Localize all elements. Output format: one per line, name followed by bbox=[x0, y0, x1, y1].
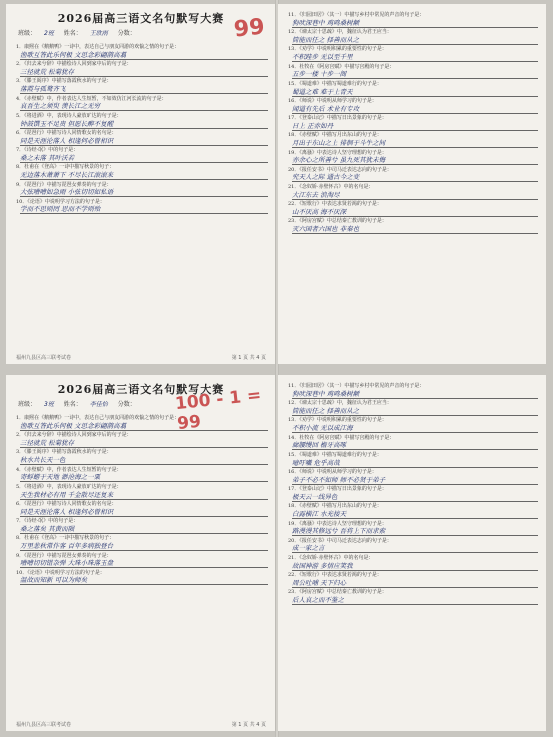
handwritten-answer: 桑之未落 其叶沃若 bbox=[20, 154, 268, 163]
page2-class-label: 班级： bbox=[18, 401, 37, 408]
page1-right-sheet bbox=[278, 4, 546, 364]
handwritten-answer: 日上 正赤如丹 bbox=[292, 122, 538, 131]
question-text: 15．《蜀道难》中描写蜀道难行的句子是： bbox=[288, 80, 382, 87]
handwritten-answer: 嘈嘈切切错杂弹 大珠小珠落玉盘 bbox=[20, 559, 268, 568]
question-text: 22．《短歌行》中表达求贤若渴的句子是： bbox=[288, 201, 382, 208]
question-text: 10．《论语》中说明学习方法的句子是： bbox=[16, 569, 105, 576]
page1-name-label: 姓名： bbox=[63, 30, 82, 37]
page2-left-sheet bbox=[6, 375, 276, 731]
question-text: 18．《赤壁赋》中描写月出东山的句子是： bbox=[288, 503, 382, 510]
handwritten-answer: 蜀道之难 难于上青天 bbox=[292, 88, 538, 97]
page1-left-sheet bbox=[6, 4, 276, 364]
question-text: 8．杜甫在《登高》一诗中描写秋景的句子： bbox=[16, 164, 115, 171]
handwritten-answer: 桑之落矣 其黄而陨 bbox=[20, 525, 268, 534]
handwritten-answer: 廊腰缦回 檐牙高啄 bbox=[292, 441, 538, 450]
question-text: 16．《师说》中说明从师学习的句子是： bbox=[288, 97, 377, 104]
handwritten-answer: 三径就荒 松菊犹存 bbox=[20, 68, 268, 77]
question-text: 5．《将进酒》中，表现诗人豪放旷达的句子是： bbox=[16, 112, 122, 119]
question-text: 13．《劝学》中说明积累的重要性的句子是： bbox=[288, 417, 387, 424]
question-text: 4．《赤壁赋》中，作者表达人生短暂的句子是： bbox=[16, 466, 122, 473]
question-text: 14．杜牧在《阿房宫赋》中描写宫殿的句子是： bbox=[288, 434, 395, 441]
handwritten-answer: 大江东去 浪淘尽 bbox=[292, 191, 538, 200]
handwritten-answer: 简能而任之 择善而从之 bbox=[292, 36, 538, 45]
handwritten-answer: 五步一楼 十步一阁 bbox=[292, 70, 538, 79]
handwritten-answer: 哀吾生之须臾 羡长江之无穷 bbox=[20, 102, 268, 111]
question-text: 19．《离骚》中表达诗人坚守理想的句子是： bbox=[288, 149, 387, 156]
page1-right-questions bbox=[288, 12, 538, 235]
question-text: 8．杜甫在《登高》一诗中描写秋景的句子： bbox=[16, 535, 115, 542]
handwritten-answer: 大弦嘈嘈如急雨 小弦切切如私语 bbox=[20, 188, 268, 197]
handwritten-answer: 亦余心之所善兮 虽九死其犹未悔 bbox=[292, 156, 538, 165]
handwritten-answer: 同是天涯沦落人 相逢何必曾相识 bbox=[20, 137, 268, 146]
page1-footer-page: 第 1 页 共 4 页 bbox=[231, 355, 266, 361]
page1-class-label: 班级： bbox=[18, 30, 37, 37]
question-text: 2．《归去来兮辞》中描绘诗人回到家中后的句子是： bbox=[16, 432, 132, 439]
question-text: 20．《报任安书》中司马迁表达志向的句子是： bbox=[288, 166, 392, 173]
page2-left-questions bbox=[16, 415, 268, 587]
page2-name-label: 姓名： bbox=[63, 401, 82, 408]
question-text: 21．《念奴娇·赤壁怀古》中的名句是： bbox=[288, 183, 374, 190]
handwritten-answer: 灭六国者六国也 非秦也 bbox=[292, 225, 538, 234]
page1-score-mark: 99 bbox=[232, 14, 266, 43]
question-text: 7．《诗经·氓》中的句子是： bbox=[16, 147, 79, 154]
handwritten-answer: 同是天涯沦落人 相逢何必曾相识 bbox=[20, 508, 268, 517]
handwritten-answer: 无边落木萧萧下 不尽长江滚滚来 bbox=[20, 171, 268, 180]
handwritten-answer: 成一家之言 bbox=[292, 544, 538, 553]
handwritten-answer: 弟子不必不如师 师不必贤于弟子 bbox=[292, 476, 538, 485]
handwritten-answer: 究天人之际 通古今之变 bbox=[292, 173, 538, 182]
question-text: 16．《师说》中说明从师学习的句子是： bbox=[288, 468, 377, 475]
page2-score-label: 分数： bbox=[117, 401, 136, 408]
handwritten-answer: 学而不思则罔 思而不学则殆 bbox=[20, 205, 268, 214]
question-text: 10．《论语》中说明学习方法的句子是： bbox=[16, 198, 105, 205]
handwritten-answer: 狗吠深巷中 鸡鸣桑树颠 bbox=[292, 19, 538, 28]
page2-class-value: 3班 bbox=[44, 401, 54, 408]
page1-left-footer bbox=[16, 354, 266, 361]
page1-left-questions bbox=[16, 44, 268, 216]
handwritten-answer: 不积小流 无以成江海 bbox=[292, 424, 538, 433]
page2-right-sheet bbox=[278, 375, 546, 731]
handwritten-answer: 渔歌互答此乐何极 文思念彩翩鹊高翥 bbox=[20, 51, 268, 60]
handwritten-answer: 钟鼓馔玉不足贵 但愿长醉不复醒 bbox=[20, 120, 268, 129]
question-text: 12．《谏太宗十思疏》中，魏征认为君王应当： bbox=[288, 400, 392, 407]
handwritten-answer: 不积跬步 无以至千里 bbox=[292, 53, 538, 62]
question-text: 1．康熙在《鹅鹅鸭》一诗中，表达自己与朋友同游的欢愉之情的句子是： bbox=[16, 415, 180, 421]
handwritten-answer: 寄蜉蝣于天地 渺沧海之一粟 bbox=[20, 473, 268, 482]
page1-score-label: 分数： bbox=[117, 30, 136, 37]
question-text: 2．《归去来兮辞》中描绘诗人回到家中后的句子是： bbox=[16, 61, 132, 68]
page1-header bbox=[18, 28, 266, 42]
question-text: 17．《登泰山记》中描写日出景象的句子是： bbox=[288, 486, 387, 493]
question-text: 20．《报任安书》中司马迁表达志向的句子是： bbox=[288, 537, 392, 544]
handwritten-answer: 闻道有先后 术业有专攻 bbox=[292, 105, 538, 114]
question-text: 23．《阿房宫赋》中总结秦亡教训的句子是： bbox=[288, 589, 387, 596]
question-text: 9．《琵琶行》中描写琵琶女弹奏的句子是： bbox=[16, 181, 112, 188]
question-text: 6．《琵琶行》中描写诗人同情歌女的名句是： bbox=[16, 500, 117, 507]
page2-title: 2026届高三语文名句默写大赛 bbox=[57, 383, 225, 396]
question-text: 3．《滕王阁序》中描写落霞秋水的句子是： bbox=[16, 449, 112, 456]
handwritten-answer: 温故而知新 可以为师矣 bbox=[20, 576, 268, 585]
page1-footer-left: 福州九县区高三联考试卷 bbox=[16, 355, 72, 361]
handwritten-answer: 山不厌高 海不厌深 bbox=[292, 208, 538, 217]
handwritten-answer: 后人哀之而不鉴之 bbox=[292, 596, 538, 605]
question-text: 13．《劝学》中说明积累的重要性的句子是： bbox=[288, 46, 387, 53]
handwritten-answer: 渔歌互答此乐何极 文思念彩翩鹊高翥 bbox=[20, 422, 268, 431]
question-text: 1．康熙在《鹅鹅鸭》一诗中，表达自己与朋友同游的欢愉之情的句子是： bbox=[16, 44, 180, 50]
photo-bottom bbox=[0, 369, 553, 737]
handwritten-answer: 万里悲秋常作客 百年多病独登台 bbox=[20, 542, 268, 551]
handwritten-answer: 狗吠深巷中 鸡鸣桑树颠 bbox=[292, 390, 538, 399]
question-text: 21．《念奴娇·赤壁怀古》中的名句是： bbox=[288, 554, 374, 561]
handwritten-answer: 白露横江 水光接天 bbox=[292, 510, 538, 519]
question-text: 15．《蜀道难》中描写蜀道难行的句子是： bbox=[288, 451, 382, 458]
question-text: 14．杜牧在《阿房宫赋》中描写宫殿的句子是： bbox=[288, 63, 395, 70]
question-text: 19．《离骚》中表达诗人坚守理想的句子是： bbox=[288, 520, 387, 527]
page1-class-value: 2班 bbox=[44, 30, 54, 37]
handwritten-answer: 路漫漫其修远兮 吾将上下而求索 bbox=[292, 527, 538, 536]
handwritten-answer: 故国神游 多情应笑我 bbox=[292, 562, 538, 571]
question-text: 22．《短歌行》中表达求贤若渴的句子是： bbox=[288, 572, 382, 579]
handwritten-answer: 周公吐哺 天下归心 bbox=[292, 579, 538, 588]
page2-score-mark: 100 - 1 = 99 bbox=[174, 385, 263, 435]
question-text: 11．《归园田居》（其一）中描写乡村中常见的声音的句子是： bbox=[288, 383, 425, 389]
question-text: 23．《阿房宫赋》中总结秦亡教训的句子是： bbox=[288, 218, 387, 225]
handwritten-answer: 落霞与孤鹜齐飞 bbox=[20, 85, 268, 94]
question-text: 5．《将进酒》中，表现诗人豪放旷达的句子是： bbox=[16, 483, 122, 490]
question-text: 4．《赤壁赋》中，作者表达人生短暂，不如效仿江河长流的句子是： bbox=[16, 95, 167, 102]
question-text: 12．《谏太宗十思疏》中，魏征认为君王应当： bbox=[288, 29, 392, 36]
question-text: 7．《诗经·氓》中的句子是： bbox=[16, 518, 79, 525]
question-text: 17．《登泰山记》中描写日出景象的句子是： bbox=[288, 115, 387, 122]
page2-footer-left: 福州九县区高三联考试卷 bbox=[16, 722, 72, 728]
handwritten-answer: 三径就荒 松菊犹存 bbox=[20, 439, 268, 448]
page2-right-questions bbox=[288, 383, 538, 606]
handwritten-answer: 简能而任之 择善而从之 bbox=[292, 407, 538, 416]
handwritten-answer: 月出于东山之上 徘徊于斗牛之间 bbox=[292, 139, 538, 148]
handwritten-answer: 噫吁嚱 危乎高哉 bbox=[292, 459, 538, 468]
handwritten-answer: 天生我材必有用 千金散尽还复来 bbox=[20, 491, 268, 500]
question-text: 3．《滕王阁序》中描写落霞秋水的句子是： bbox=[16, 78, 112, 85]
question-text: 6．《琵琶行》中描写诗人同情歌女的名句是： bbox=[16, 129, 117, 136]
question-text: 18．《赤壁赋》中描写月出东山的句子是： bbox=[288, 132, 382, 139]
page2-name-value: 李佳怡 bbox=[89, 401, 108, 408]
page1-name-value: 王欣雨 bbox=[89, 30, 108, 37]
question-text: 9．《琵琶行》中描写琵琶女弹奏的句子是： bbox=[16, 552, 112, 559]
page2-footer-page: 第 1 页 共 4 页 bbox=[231, 722, 266, 728]
page2-left-footer bbox=[16, 721, 266, 728]
question-text: 11．《归园田居》（其一）中描写乡村中常见的声音的句子是： bbox=[288, 12, 425, 18]
page1-title: 2026届高三语文名句默写大赛 bbox=[57, 12, 225, 25]
handwritten-answer: 秋水共长天一色 bbox=[20, 456, 268, 465]
handwritten-answer: 极天云一线异色 bbox=[292, 493, 538, 502]
